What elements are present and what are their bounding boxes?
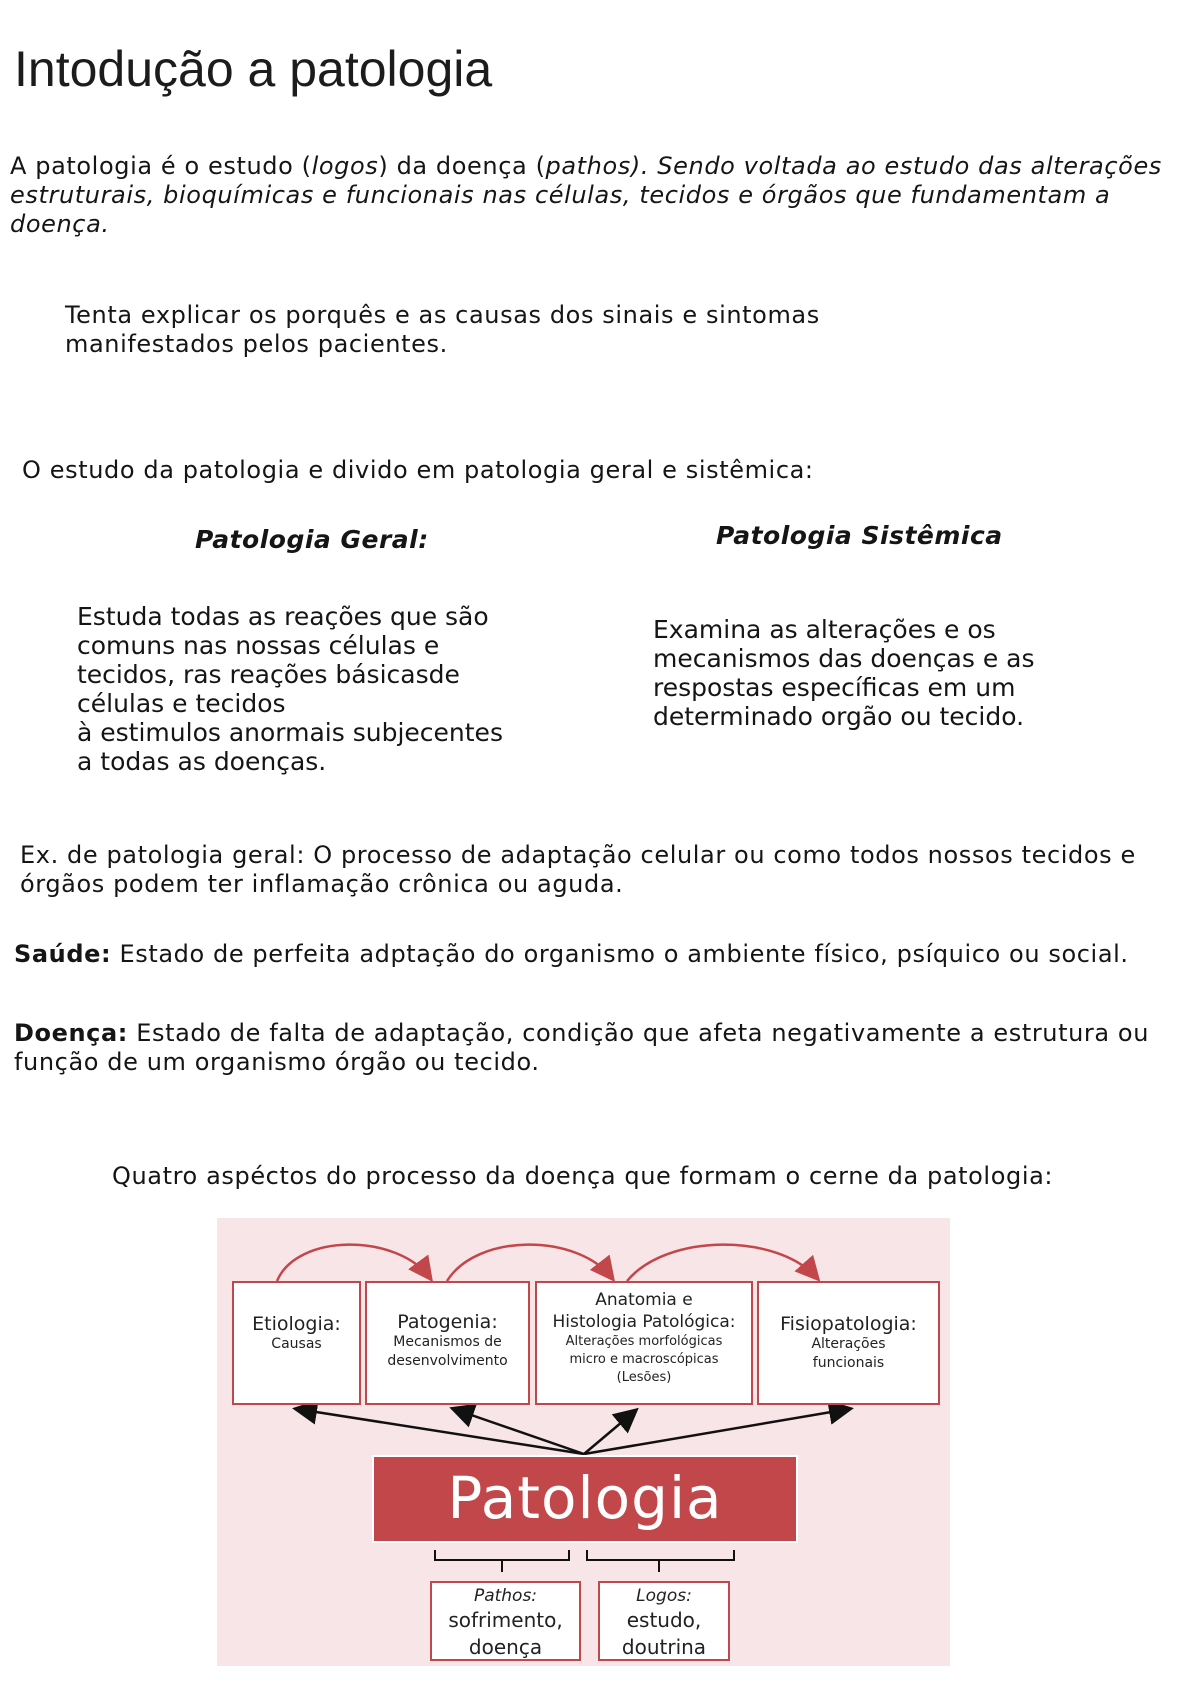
intro-paragraph <box>10 152 1185 239</box>
curved-arrow <box>627 1245 817 1281</box>
pathos-line: sofrimento, <box>448 1608 563 1632</box>
fisiopatologia-heading: Fisiopatologia: <box>780 1313 917 1335</box>
anatomia-sub: micro e macroscópicas <box>569 1352 719 1367</box>
patologia-diagram <box>217 1218 950 1666</box>
geral-line: tecidos, ras reações básicasde <box>77 660 460 689</box>
fisiopatologia-sub: funcionais <box>812 1355 885 1371</box>
geral-line: células e tecidos <box>77 689 286 718</box>
four-aspects-caption: Quatro aspéctos do processo da doença que formam o cerne da patologia: <box>112 1162 1054 1190</box>
page-title: Intodução a patologia <box>14 41 493 97</box>
patogenia-sub: desenvolvimento <box>387 1353 508 1369</box>
arrow-to-etiologia <box>297 1409 584 1454</box>
anatomia-sub: (Lesões) <box>616 1370 672 1385</box>
patogenia-box <box>365 1281 530 1405</box>
geral-line: a todas as doenças. <box>77 747 327 776</box>
pathos-box <box>430 1581 581 1661</box>
anatomia-heading: Anatomia e <box>595 1290 693 1310</box>
saude-text: Estado de perfeita adptação do organismo o ambiente físico, psíquico ou social. <box>111 940 1129 968</box>
curved-arrow <box>447 1245 612 1281</box>
sistemica-line: mecanismos das doenças e as <box>653 644 1035 673</box>
division-statement: O estudo da patologia e divido em patologia geral e sistêmica: <box>22 456 814 484</box>
intro-pathos: pathos <box>545 152 631 180</box>
curved-arrow <box>277 1245 430 1281</box>
intro-logos: logos <box>311 152 379 180</box>
brace-left <box>435 1550 569 1572</box>
anatomia-heading: Histologia Patológica: <box>552 1312 736 1332</box>
patogenia-sub: Mecanismos de <box>393 1334 502 1350</box>
anatomia-sub: Alterações morfológicas <box>565 1334 723 1349</box>
logos-label: Logos: <box>636 1586 692 1606</box>
logos-line: estudo, <box>626 1608 702 1632</box>
etiologia-box <box>232 1281 361 1405</box>
example-paragraph: Ex. de patologia geral: O processo de adaptação celular ou como todos nossos tecidos e órgãos podem ter inflamação crônica ou aguda. <box>20 841 1136 898</box>
pathos-line: doença <box>468 1635 543 1659</box>
sistemica-line: respostas específicas em um <box>653 673 1016 702</box>
pathos-label: Pathos: <box>473 1586 538 1606</box>
saude-definition <box>14 940 1174 969</box>
geral-line: comuns nas nossas células e <box>77 631 440 660</box>
intro-part3: ). Sendo voltada ao estudo das alterações estruturais, bioquímicas e funcionais nas células, tecidos e órgãos que fundamentam a doença. <box>10 152 1162 238</box>
geral-line: à estimulos anormais subjecentes <box>77 718 503 747</box>
arrow-to-fisiopatologia <box>584 1409 849 1454</box>
brace-right <box>587 1550 734 1572</box>
patologia-geral-heading: Patologia Geral: <box>195 525 429 554</box>
intro-part2: ) da doença ( <box>378 152 546 180</box>
sistemica-line: determinado orgão ou tecido. <box>653 702 1025 731</box>
patogenia-heading: Patogenia: <box>397 1311 498 1333</box>
etiologia-heading: Etiologia: <box>252 1313 341 1335</box>
geral-line: Estuda todas as reações que são <box>77 602 489 631</box>
patologia-geral-description <box>77 602 517 776</box>
explain-paragraph: Tenta explicar os porquês e as causas dos sinais e sintomas manifestados pelos pacientes. <box>65 301 820 358</box>
arrow-to-patogenia <box>454 1409 584 1454</box>
sistemica-line: Examina as alterações e os <box>653 615 996 644</box>
saude-term: Saúde: <box>14 940 112 968</box>
doenca-definition <box>14 1019 1184 1077</box>
patologia-sistemica-heading: Patologia Sistêmica <box>716 521 1003 550</box>
doenca-term: Doença: <box>14 1019 128 1047</box>
patologia-sistemica-description <box>653 615 1083 731</box>
anatomia-box <box>535 1281 753 1405</box>
intro-part1: A patologia é o estudo ( <box>10 152 312 180</box>
fisiopatologia-box <box>757 1281 940 1405</box>
doenca-text: Estado de falta de adaptação, condição que afeta negativamente a estrutura ou função de um organismo órgão ou tecido. <box>14 1019 1150 1076</box>
logos-box <box>598 1581 730 1661</box>
etiologia-sub: Causas <box>271 1336 322 1352</box>
logos-line: doutrina <box>621 1635 707 1659</box>
fisiopatologia-sub: Alterações <box>811 1336 886 1352</box>
patologia-center-box: Patologia <box>372 1455 798 1543</box>
